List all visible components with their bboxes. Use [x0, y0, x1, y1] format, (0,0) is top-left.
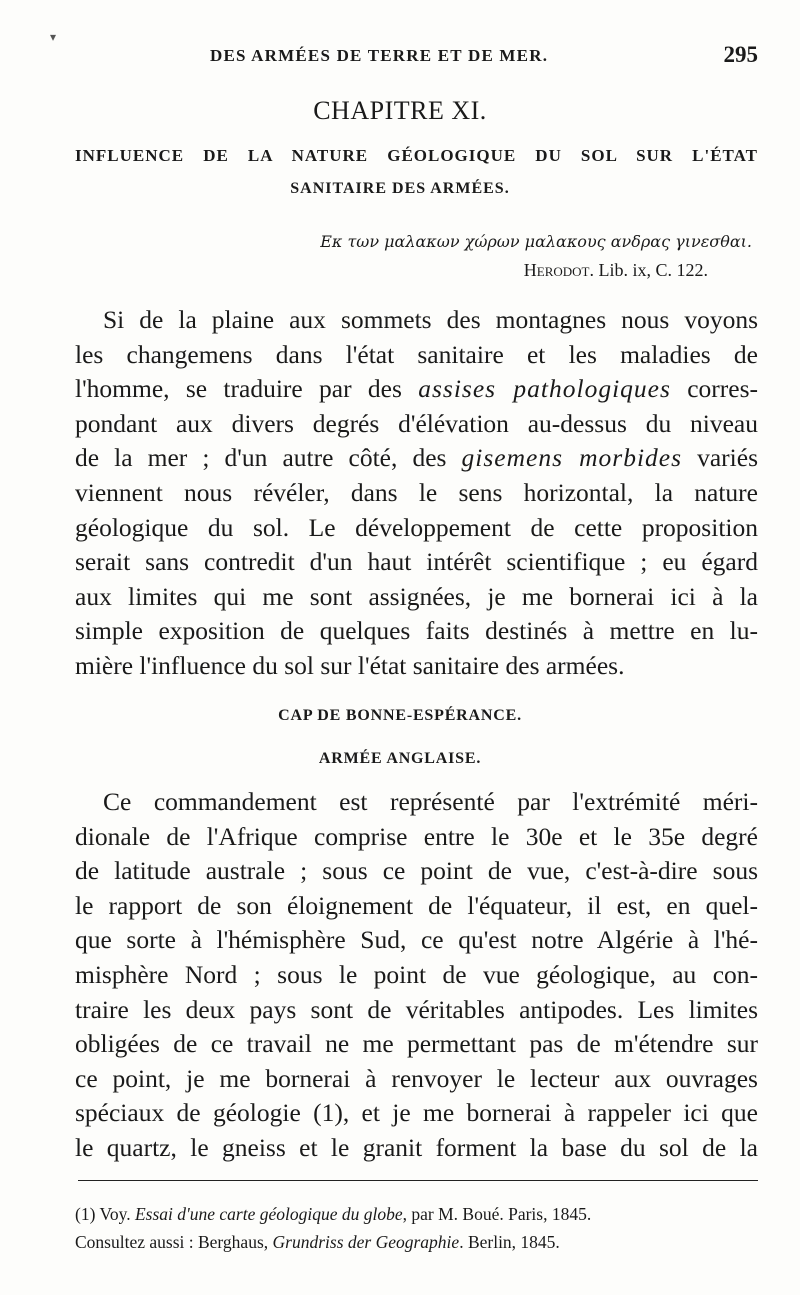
running-head: [75, 42, 760, 72]
page-number: 295: [723, 42, 758, 67]
footnote-divider: [78, 1180, 758, 1181]
epigraph-source: [524, 260, 708, 281]
text-line: de latitude australe ; sous ce point de vue, c'est-à-dire sous: [75, 856, 758, 886]
text-line: spéciaux de géologie (1), et je me bornerai à rappeler ici que: [75, 1098, 758, 1128]
footnote-line-2: [75, 1228, 765, 1256]
footnote-citation: , par M. Boué. Paris, 1845.: [402, 1204, 592, 1224]
text-line: obligées de ce travail ne me permettant pas de m'étendre sur: [75, 1029, 758, 1059]
text-line: les changemens dans l'état sanitaire et les maladies de: [75, 339, 758, 369]
epigraph-quote: Εκ των μαλακων χώρων μαλακους ανδρας γινεσθαι.: [320, 232, 752, 251]
text-line: dionale de l'Afrique comprise entre le 30e et le 35e degré: [75, 821, 758, 851]
epigraph-author: Herodot.: [523, 260, 594, 280]
running-title: DES ARMÉES DE TERRE ET DE MER.: [210, 46, 549, 65]
text-line: mière l'influence du sol sur l'état sanitaire des armées.: [75, 650, 625, 680]
footnote-citation: Consultez aussi : Berghaus,: [75, 1232, 273, 1252]
text-line: aux limites qui me sont assignées, je me bornerai ici à la: [75, 581, 758, 611]
section-heading-cap: CAP DE BONNE-ESPÉRANCE.: [278, 707, 522, 724]
text-segment: l'homme, se traduire par des: [75, 374, 419, 404]
text-line: traire les deux pays sont de véritables antipodes. Les limites: [75, 994, 758, 1024]
paragraph-commandement: [75, 785, 758, 1166]
text-line: [75, 441, 758, 476]
chapter-subtitle-line-2: SANITAIRE DES ARMÉES.: [290, 180, 510, 197]
paragraph-intro: [75, 303, 758, 684]
footnote-line-1: [75, 1200, 765, 1228]
epigraph-reference: Lib. ix, C. 122.: [598, 260, 708, 280]
text-segment: corres-: [670, 374, 758, 404]
text-line: géologique du sol. Le développement de cette proposition: [75, 512, 758, 542]
text-segment: variés: [682, 443, 758, 473]
italic-term: gisemens morbides: [461, 443, 683, 473]
footnote-work-title: Grundriss der Geographie: [272, 1232, 460, 1252]
text-line: le quartz, le gneiss et le granit forment la base du sol de la: [75, 1132, 758, 1162]
text-line: que sorte à l'hémisphère Sud, ce qu'est notre Algérie à l'hé-: [75, 925, 758, 955]
text-line: Si de la plaine aux sommets des montagnes nous voyons: [103, 305, 758, 334]
text-line: ce point, je me bornerai à renvoyer le lecteur aux ouvrages: [75, 1063, 758, 1093]
text-line: pondant aux divers degrés d'élévation au-dessus du niveau: [75, 408, 758, 438]
italic-term: assises pathologiques: [418, 374, 671, 404]
chapter-title: CHAPITRE XI.: [313, 96, 487, 125]
footnote-work-title: Essai d'une carte géologique du globe: [134, 1204, 403, 1224]
text-line: viennent nous révéler, dans le sens horizontal, la nature: [75, 477, 758, 507]
section-heading-armee: ARMÉE ANGLAISE.: [318, 750, 482, 767]
footnote: [75, 1200, 765, 1256]
chapter-subtitle-line-1: INFLUENCE DE LA NATURE GÉOLOGIQUE DU SOL SUR L'ÉTAT: [75, 146, 758, 165]
text-line: [75, 372, 758, 407]
text-line: serait sans contredit d'un haut intérêt scientifique ; eu égard: [75, 547, 758, 577]
text-line: misphère Nord ; sous le point de vue géologique, au con-: [75, 959, 758, 989]
text-line: Ce commandement est représenté par l'extrémité méri-: [103, 787, 758, 816]
text-line: le rapport de son éloignement de l'équateur, il est, en quel-: [75, 890, 758, 920]
text-segment: de la mer ; d'un autre côté, des: [75, 443, 462, 473]
text-line: simple exposition de quelques faits destinés à mettre en lu-: [75, 616, 758, 646]
footnote-marker: (1) Voy.: [75, 1204, 135, 1224]
page-corner-mark: ▾: [50, 30, 57, 44]
footnote-citation: . Berlin, 1845.: [459, 1232, 560, 1252]
